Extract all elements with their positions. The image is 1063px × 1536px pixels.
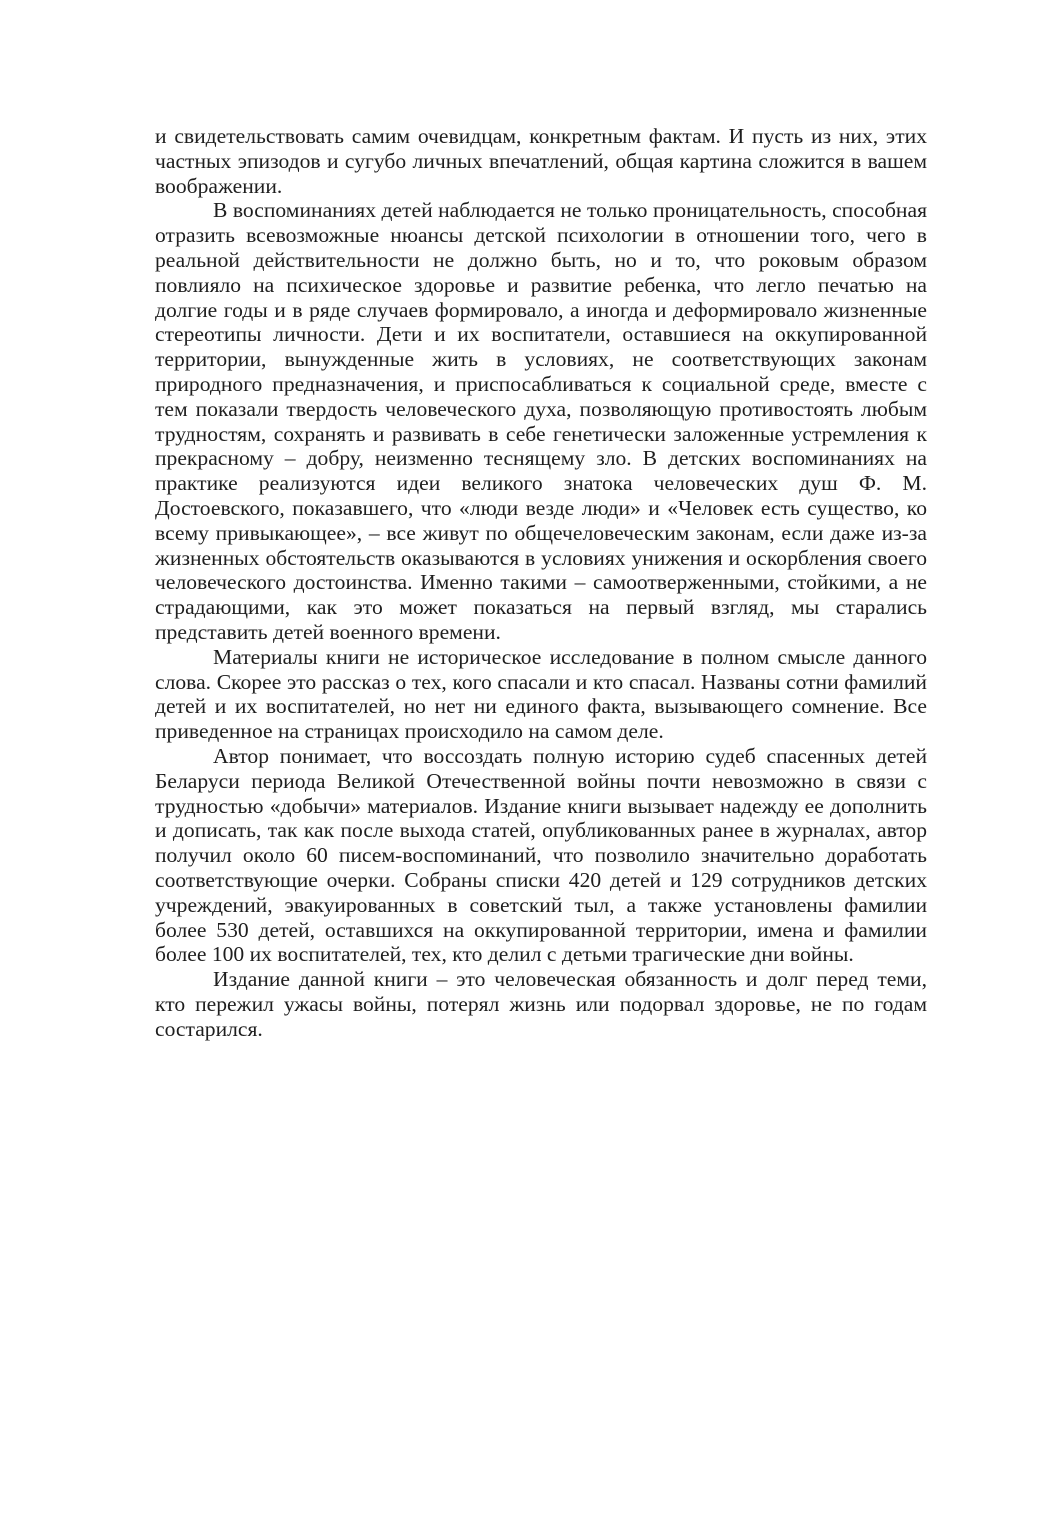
paragraph-book-edition: Издание данной книги – это человеческая обязанность и долг перед теми, кто пережил ужасы войны, потерял жизнь или подорвал здоровье, не по годам состарился. bbox=[155, 967, 927, 1041]
page-body bbox=[155, 124, 927, 1041]
paragraph-book-materials: Материалы книги не историческое исследование в полном смысле данного слова. Скорее это рассказ о тех, кого спасали и кто спасал. Названы сотни фамилий детей и их воспитателей, но нет ни единого факта, вызывающего сомнение. Все приведенное на страницах происходило на самом деле. bbox=[155, 644, 927, 744]
paragraph-author-understands: Автор понимает, что воссоздать полную историю судеб спасенных детей Беларуси периода Великой Отечественной войны почти невозможно в связи с трудностью «добычи» материалов. Издание книги вызывает надежду ее дополнить и дописать, так как после выхода статей, опубликованных ранее в журналах, автор получил около 60 писем-воспоминаний, что позволило значительно доработать соответствующие очерки. Собраны списки 420 детей и 129 сотрудников детских учреждений, эвакуированных в советский тыл, а также установлены фамилии более 530 детей, оставшихся на оккупированной территории, имена и фамилии более 100 их воспитателей, тех, кто делил с детьми трагические дни войны. bbox=[155, 743, 927, 967]
paragraph-children-memories: В воспоминаниях детей наблюдается не только проницательность, способная отразить всевозможные нюансы детской психологии в отношении того, чего в реальной действительности не должно быть, но и то, что роковым образом повлияло на психическое здоровье и развитие ребенка, что легло печатью на долгие годы и в ряде случаев формировало, а иногда и деформировало жизненные стереотипы личности. Дети и их воспитатели, оставшиеся на оккупированной территории, вынужденные жить в условиях, не соответствующих законам природного предназначения, и приспосабливаться к социальной среде, вместе с тем показали твердость человеческого духа, позволяющую противостоять любым трудностям, сохранять и развивать в себе генетически заложенные устремления к прекрасному – добру, неизменно теснящему зло. В детских воспоминаниях на практике реализуются идеи великого знатока человеческих душ Ф. М. Достоевского, показавшего, что «люди везде люди» и «Человек есть существо, ко всему привыкающее», – все живут по общечеловеческим законам, если даже из-за жизненных обстоятельств оказываются в условиях унижения и оскорбления своего человеческого достоинства. Именно такими – самоотверженными, стойкими, а не страдающими, как это может показаться на первый взгляд, мы старались представить детей военного времени. bbox=[155, 198, 927, 644]
paragraph-continuation: и свидетельствовать самим очевидцам, конкретным фактам. И пусть из них, этих частных эпизодов и сугубо личных впечатлений, общая картина сложится в вашем воображении. bbox=[155, 124, 927, 198]
